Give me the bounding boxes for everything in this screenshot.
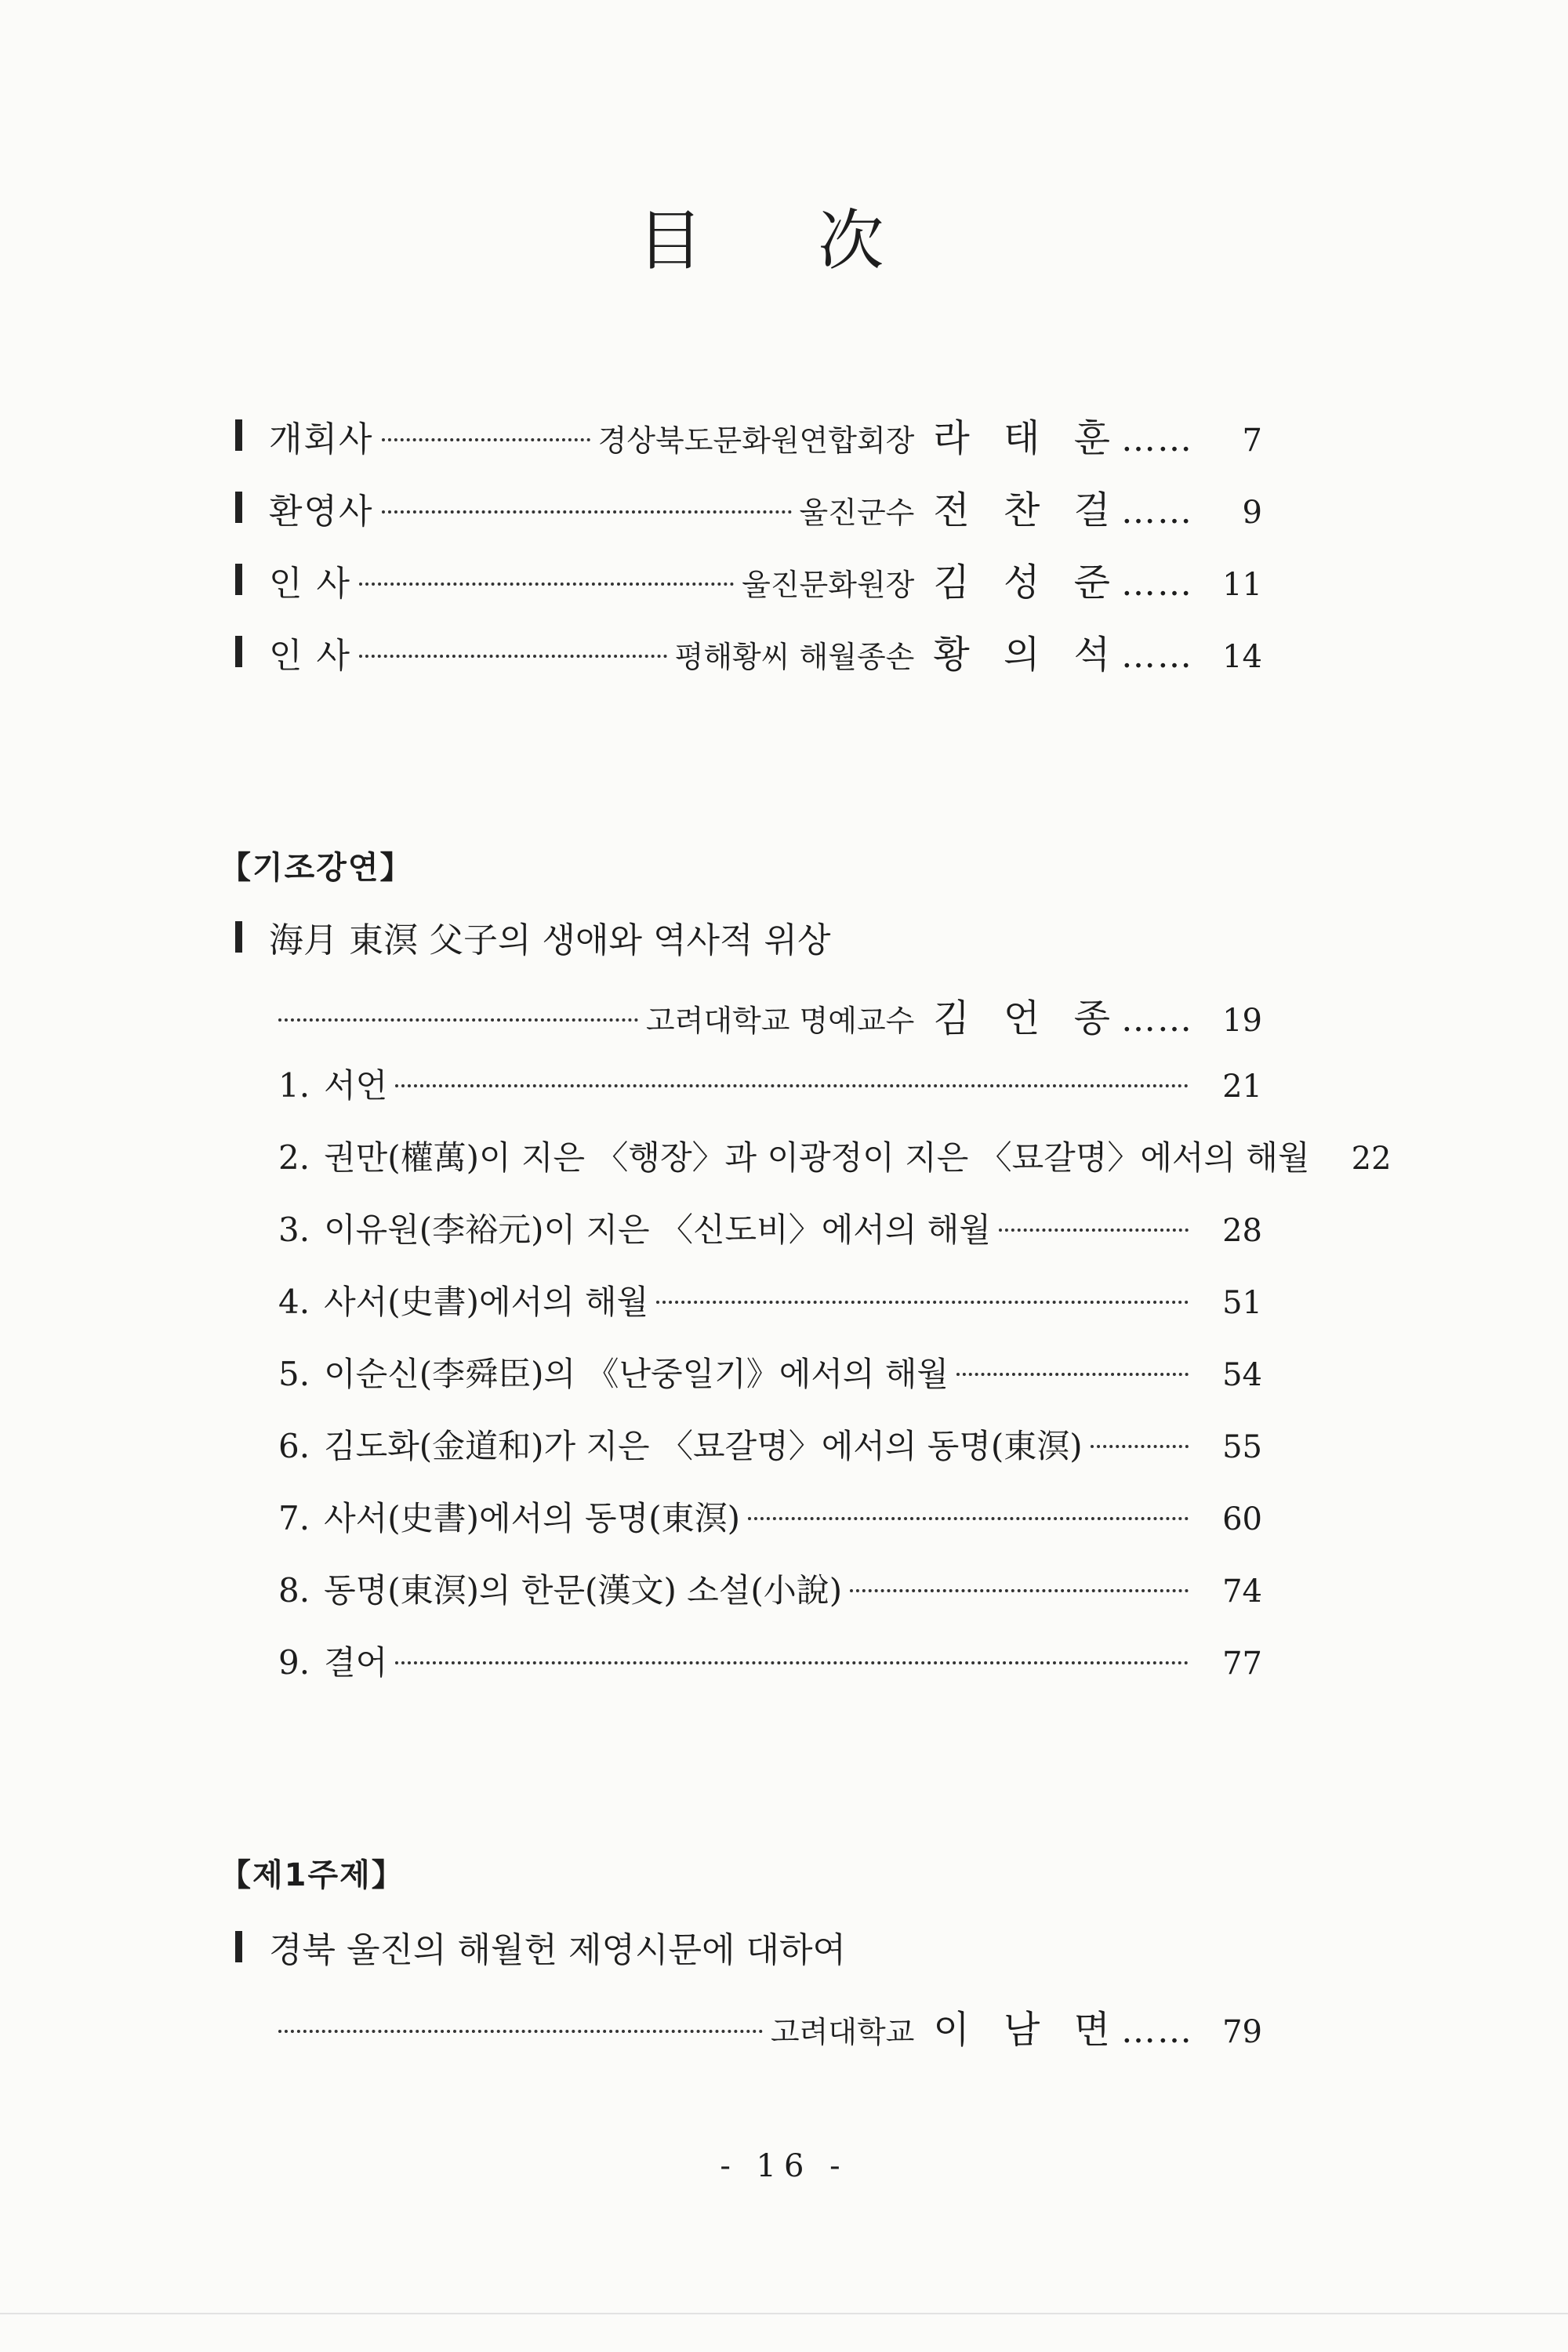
trailing-dots: ……	[1121, 1000, 1193, 1040]
theme-1-title-text: 경북 울진의 해월헌 제영시문에 대하여	[269, 1930, 847, 1970]
entry-label: 환영사	[269, 492, 374, 532]
keynote-item-1[interactable]	[278, 1060, 1262, 1115]
dot-leader	[359, 583, 734, 586]
toc-entry-opening-address[interactable]	[235, 408, 1262, 463]
item-number: 5.	[278, 1355, 310, 1393]
dot-leader	[382, 510, 792, 514]
item-number: 7.	[278, 1499, 310, 1537]
item-page: 51	[1222, 1285, 1262, 1321]
dot-leader	[382, 438, 590, 441]
entry-page: 7	[1242, 423, 1262, 459]
dot-leader	[999, 1229, 1189, 1232]
entry-label: 개회사	[269, 419, 374, 459]
keynote-title[interactable]	[235, 909, 830, 964]
bullet-bar	[235, 492, 242, 523]
keynote-item-8[interactable]	[278, 1565, 1262, 1620]
dot-leader	[1091, 1445, 1189, 1448]
entry-affiliation: 울진문화원장	[742, 568, 915, 602]
keynote-item-9[interactable]	[278, 1637, 1262, 1692]
entry-page: 11	[1222, 567, 1262, 603]
item-number: 8.	[278, 1571, 310, 1610]
item-text: 권만(權萬)이 지은 〈행장〉과 이광정이 지은 〈묘갈명〉에서의 해월	[324, 1138, 1310, 1177]
item-page: 60	[1222, 1501, 1262, 1537]
toc-entry-greeting-1[interactable]	[235, 552, 1262, 607]
item-text: 이순신(李舜臣)의 《난중일기》에서의 해월	[324, 1355, 949, 1393]
entry-affiliation: 울진군수	[799, 495, 915, 530]
item-number: 3.	[278, 1210, 310, 1249]
trailing-dots: ……	[1121, 419, 1193, 459]
theme-1-author-line[interactable]	[278, 1999, 1262, 2054]
item-text: 동명(東溟)의 한문(漢文) 소설(小說)	[324, 1571, 843, 1610]
entry-affiliation: 경상북도문화원연합회장	[597, 423, 915, 458]
item-number: 6.	[278, 1427, 310, 1465]
dot-leader	[359, 655, 667, 658]
entry-label: 인 사	[269, 564, 351, 604]
section-header-theme-1: 【제1주제】	[220, 1857, 405, 1893]
entry-author: 황 의 석	[933, 633, 1121, 677]
item-number: 1.	[278, 1066, 310, 1105]
item-number: 9.	[278, 1643, 310, 1682]
entry-page: 79	[1222, 2014, 1262, 2050]
page-number: - 16 -	[720, 2148, 848, 2184]
item-page: 74	[1222, 1573, 1262, 1610]
entry-page: 14	[1222, 639, 1262, 675]
section-header-keynote: 【기조강연】	[220, 850, 413, 886]
entry-page: 19	[1222, 1003, 1262, 1039]
dot-leader	[956, 1373, 1189, 1376]
item-page: 22	[1351, 1141, 1392, 1177]
bullet-bar	[235, 921, 242, 953]
item-text: 이유원(李裕元)이 지은 〈신도비〉에서의 해월	[324, 1210, 991, 1249]
dot-leader	[278, 2030, 763, 2033]
item-page: 77	[1222, 1646, 1262, 1682]
entry-author: 라 태 훈	[933, 416, 1121, 460]
keynote-author-line[interactable]	[278, 988, 1262, 1043]
trailing-dots: ……	[1121, 564, 1193, 604]
toc-entry-greeting-2[interactable]	[235, 624, 1262, 679]
entry-author: 김 언 종	[933, 996, 1121, 1040]
entry-author: 이 남 면	[933, 2008, 1121, 2052]
entry-page: 9	[1242, 495, 1262, 531]
trailing-dots: ……	[1121, 636, 1193, 676]
item-text: 사서(史書)에서의 해월	[324, 1283, 649, 1321]
bullet-bar	[235, 564, 242, 595]
dot-leader	[850, 1589, 1189, 1592]
item-number: 4.	[278, 1283, 310, 1321]
page-title: 目 次	[637, 202, 931, 279]
keynote-item-7[interactable]	[278, 1493, 1262, 1548]
entry-affiliation: 평해황씨 해월종손	[674, 640, 915, 674]
toc-entry-welcome-address[interactable]	[235, 480, 1262, 535]
bullet-bar	[235, 419, 242, 451]
item-page: 28	[1222, 1213, 1262, 1249]
item-text: 서언	[324, 1066, 388, 1105]
bullet-bar	[235, 1931, 242, 1962]
item-text: 사서(史書)에서의 동명(東溟)	[324, 1499, 740, 1537]
theme-1-title[interactable]	[235, 1919, 846, 1974]
item-number: 2.	[278, 1138, 310, 1177]
keynote-item-4[interactable]	[278, 1276, 1262, 1331]
bullet-bar	[235, 636, 242, 667]
entry-author: 전 찬 걸	[933, 488, 1121, 532]
dot-leader	[395, 1084, 1189, 1087]
entry-affiliation: 고려대학교 명예교수	[645, 1004, 915, 1038]
dot-leader	[395, 1661, 1189, 1664]
trailing-dots: ……	[1121, 2011, 1193, 2051]
keynote-item-3[interactable]	[278, 1204, 1262, 1259]
item-page: 21	[1222, 1069, 1262, 1105]
scan-edge-line	[0, 2313, 1568, 2314]
dot-leader	[748, 1517, 1189, 1520]
dot-leader	[278, 1018, 638, 1022]
entry-label: 인 사	[269, 636, 351, 676]
keynote-item-2[interactable]	[278, 1132, 1392, 1187]
item-text: 결어	[324, 1643, 388, 1682]
keynote-item-5[interactable]	[278, 1348, 1262, 1403]
keynote-item-6[interactable]	[278, 1421, 1262, 1475]
item-page: 55	[1222, 1429, 1262, 1465]
entry-affiliation: 고려대학교	[770, 2015, 915, 2049]
keynote-title-text: 海月 東溟 父子의 생애와 역사적 위상	[269, 920, 831, 960]
dot-leader	[656, 1301, 1189, 1304]
item-page: 54	[1222, 1357, 1262, 1393]
entry-author: 김 성 준	[933, 561, 1121, 604]
item-text: 김도화(金道和)가 지은 〈묘갈명〉에서의 동명(東溟)	[324, 1427, 1083, 1465]
trailing-dots: ……	[1121, 492, 1193, 532]
